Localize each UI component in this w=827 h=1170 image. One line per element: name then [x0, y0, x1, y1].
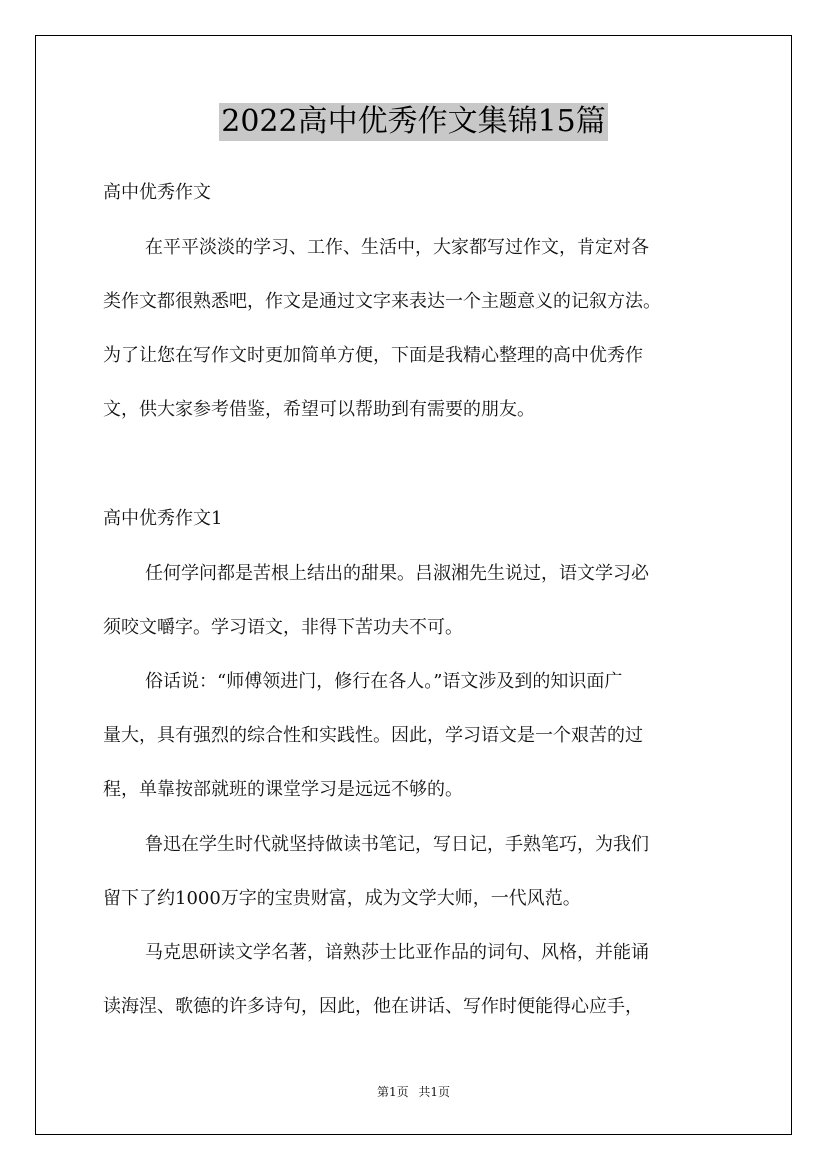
essay1-line-3: 俗话说：“师傅领进门，修行在各人。”语文涉及到的知识面广 [145, 671, 623, 692]
essay1-line-1: 任何学问都是苦根上结出的甜果。吕淑湘先生说过，语文学习必 [145, 563, 649, 584]
essay1-line-6: 鲁迅在学生时代就坚持做读书笔记，写日记，手熟笔巧，为我们 [145, 834, 649, 855]
intro-line-2: 类作文都很熟悉吧，作文是通过文字来表达一个主题意义的记叙方法。 [103, 291, 661, 312]
essay1-line-5: 程，单靠按部就班的课堂学习是远远不够的。 [103, 779, 463, 800]
page-footer [0, 1083, 827, 1100]
essay1-line-8: 马克思研读文学名著，谙熟莎士比亚作品的词句、风格，并能诵 [145, 942, 649, 963]
intro-line-4: 文，供大家参考借鉴，希望可以帮助到有需要的朋友。 [103, 399, 535, 420]
intro-line-3: 为了让您在写作文时更加简单方便，下面是我精心整理的高中优秀作 [103, 345, 643, 366]
essay1-line-2: 须咬文嚼字。学习语文，非得下苦功夫不可。 [103, 617, 463, 638]
intro-line-1: 在平平淡淡的学习、工作、生活中，大家都写过作文，肯定对各 [145, 237, 649, 258]
essay1-heading: 高中优秀作文1 [103, 508, 223, 529]
essay1-line-7: 留下了约1000万字的宝贵财富，成为文学大师，一代风范。 [103, 888, 581, 909]
intro-heading: 高中优秀作文 [103, 182, 211, 203]
document-title: 2022高中优秀作文集锦15篇 [221, 104, 606, 139]
page-total: 共1页 [418, 1085, 451, 1099]
title-container [0, 103, 827, 141]
essay1-line-4: 量大，具有强烈的综合性和实践性。因此，学习语文是一个艰苦的过 [103, 725, 643, 746]
page-number: 第1页 [376, 1085, 409, 1099]
essay1-line-9: 读海涅、歌德的许多诗句，因此，他在讲话、写作时便能得心应手， [103, 996, 643, 1017]
